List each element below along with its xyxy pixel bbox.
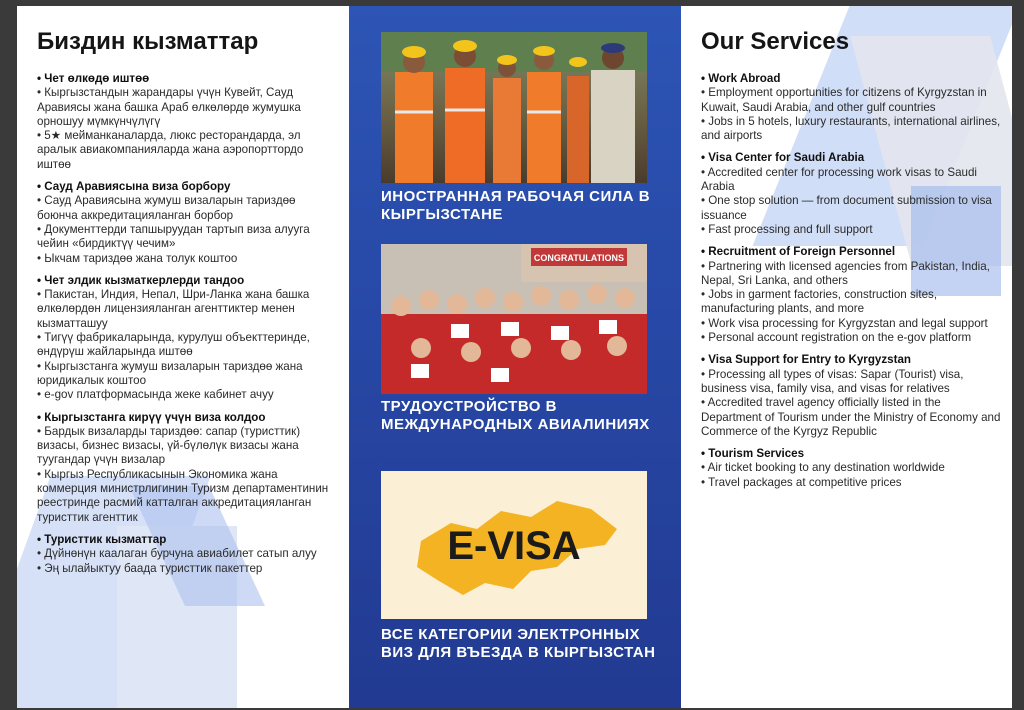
right-heading: Our Services xyxy=(701,28,850,55)
middle-column xyxy=(349,6,681,708)
service-block xyxy=(37,72,337,172)
service-detail: • Accredited travel agency officially listed in the Department of Tourism under the Ministry of Economy and Commerce of the Kyrgyz Republic xyxy=(701,396,1001,438)
service-block xyxy=(37,411,337,525)
service-detail: • Бардык визаларды тариздөө: сапар (туристтик) визасы, бизнес визасы, үй-бүлөлүк визасы жана туугандар үчүн визалар xyxy=(37,424,301,467)
service-detail: • Jobs in garment factories, construction sites, manufacturing plants, and more xyxy=(701,288,938,316)
service-detail: • Кыргызстандын жарандары үчүн Кувейт, Сауд Аравиясы жана башка Араб өлкөлөрдө жумушка орношуу мүмкүнчүлүгү xyxy=(37,86,301,128)
service-detail: • One stop solution — from document submission to visa issuance xyxy=(701,194,992,222)
service-title: • Сауд Аравиясына виза борбору xyxy=(37,180,231,194)
service-title: • Visa Center for Saudi Arabia xyxy=(701,151,865,165)
service-detail: • Partnering with licensed agencies from Pakistan, India, Nepal, Sri Lanka, and others xyxy=(701,259,990,287)
service-block xyxy=(701,245,1004,345)
service-block xyxy=(701,72,1004,143)
service-detail: • e-gov платформасында жеке кабинет ачуу xyxy=(37,388,274,402)
service-block xyxy=(37,533,337,576)
right-column-english xyxy=(681,6,1012,708)
service-detail: • Кыргыз Республикасынын Экономика жана коммерция министрлигинин Туризм департаментинин реестринде расмий катталган аккредитацияланган туристтик агенттик xyxy=(37,467,329,524)
workers-photo xyxy=(381,32,647,183)
service-detail: • 5★ мейманканаларда, люкс ресторандарда, эл аралык авиакомпанияларда жана аэропорттордо иштөө xyxy=(37,129,304,171)
service-title: • Tourism Services xyxy=(701,447,805,461)
service-detail: • Пакистан, Индия, Непал, Шри-Ланка жана башка өлкөлөрдөн лицензияланган агенттиктер менен кызматташуу xyxy=(37,288,310,330)
service-detail: • Employment opportunities for citizens of Kyrgyzstan in Kuwait, Saudi Arabia, and other gulf countries xyxy=(701,86,987,114)
service-detail: • Processing all types of visas: Sapar (Tourist) visa, business visa, family visa, and visas for relatives xyxy=(701,367,964,395)
service-detail: • Тигүү фабрикаларында, курулуш объекттеринде, өндүрүш жайларында иштөө xyxy=(37,331,310,359)
service-detail: • Кыргызстанга жумуш визаларын тариздөө жана юридикалык коштоо xyxy=(37,359,303,387)
service-title: • Чет элдик кызматкерлерди тандоо xyxy=(37,273,245,287)
cabin-crew-photo xyxy=(381,244,647,394)
service-detail: • Сауд Аравиясына жумуш визаларын тариздөө боюнча аккредитацияланган борбор xyxy=(37,194,296,222)
congratulations-banner: CONGRATULATIONS xyxy=(533,253,625,263)
service-title: • Visa Support for Entry to Kyrgyzstan xyxy=(701,353,911,367)
service-detail: • Эң ылайыктуу баада туристтик пакеттер xyxy=(37,561,263,575)
service-block xyxy=(37,180,337,266)
right-service-list xyxy=(701,72,1004,498)
caption-foreign-workforce: ИНОСТРАННАЯ РАБОЧАЯ СИЛА В КЫРГЫЗСТАНЕ xyxy=(381,188,651,223)
service-detail: • Travel packages at competitive prices xyxy=(701,475,902,489)
service-detail: • Ыкчам тариздөө жана толук коштоо xyxy=(37,251,238,265)
service-block xyxy=(701,447,1004,490)
left-column-kyrgyz xyxy=(17,6,349,708)
service-block xyxy=(701,353,1004,439)
left-service-list xyxy=(37,72,337,584)
evisa-graphic xyxy=(381,471,647,619)
service-title: • Кыргызстанга кирүү үчүн виза колдоо xyxy=(37,410,266,424)
caption-airline-employment: ТРУДОУСТРОЙСТВО В МЕЖДУНАРОДНЫХ АВИАЛИНИЯХ xyxy=(381,398,650,433)
service-detail: • Personal account registration on the e-gov platform xyxy=(701,331,972,345)
caption-evisa: ВСЕ КАТЕГОРИИ ЭЛЕКТРОННЫХ ВИЗ ДЛЯ ВЪЕЗДА В КЫРГЫЗСТАН xyxy=(381,626,656,661)
left-heading: Биздин кызматтар xyxy=(37,28,259,55)
evisa-label: E-VISA xyxy=(447,524,581,568)
service-title: • Чет өлкөдө иштөө xyxy=(37,72,150,85)
service-block xyxy=(701,151,1004,237)
service-title: • Туристтик кызматтар xyxy=(37,532,167,546)
service-detail: • Дүйнөнүн каалаган бурчуна авиабилет сатып алуу xyxy=(37,547,317,561)
brochure-sheet xyxy=(17,6,1012,708)
service-detail: • Accredited center for processing work visas to Saudi Arabia xyxy=(701,165,977,194)
service-detail: • Fast processing and full support xyxy=(701,222,873,236)
service-detail: • Документтерди тапшыруудан тартып виза алууга чейин «бирдиктүү чечим» xyxy=(37,222,310,251)
service-title: • Recruitment of Foreign Personnel xyxy=(701,245,896,259)
service-title: • Work Abroad xyxy=(701,72,781,85)
service-detail: • Jobs in 5 hotels, luxury restaurants, international airlines, and airports xyxy=(701,114,1001,143)
service-block xyxy=(37,274,337,403)
service-detail: • Work visa processing for Kyrgyzstan and legal support xyxy=(701,316,988,330)
service-detail: • Air ticket booking to any destination worldwide xyxy=(701,461,945,475)
